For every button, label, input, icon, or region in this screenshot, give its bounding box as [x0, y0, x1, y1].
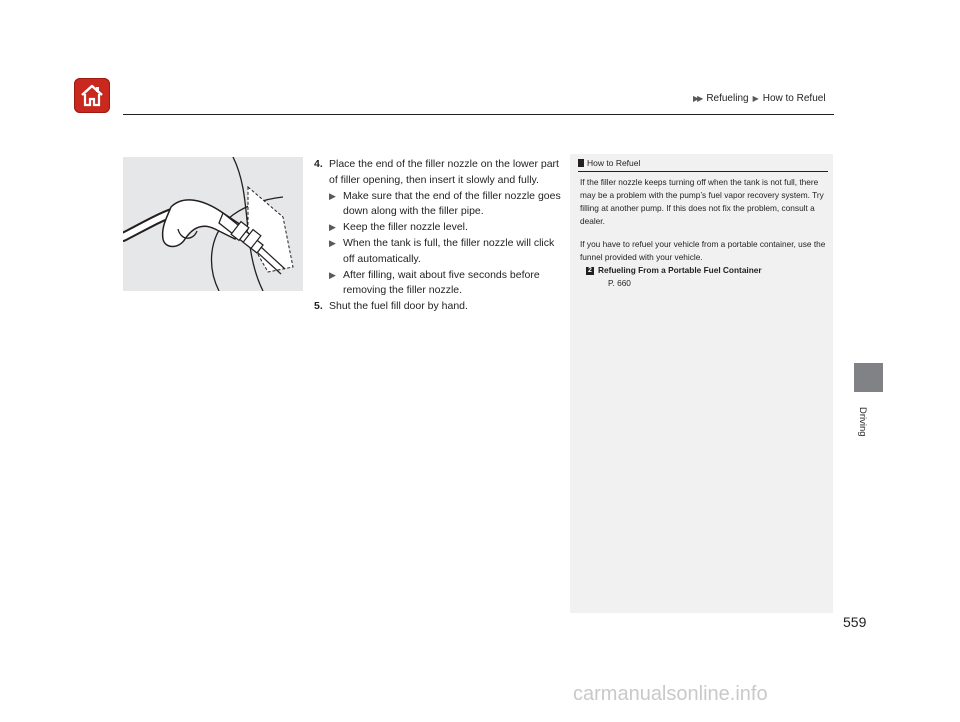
note-body	[580, 176, 828, 290]
note-panel	[570, 154, 833, 613]
step-bullet	[329, 268, 564, 300]
refueling-nozzle-illustration	[123, 157, 303, 291]
page-number: 559	[843, 614, 867, 630]
xref-page[interactable]: P. 660	[608, 278, 631, 288]
triangle-right-icon: ▶	[329, 269, 336, 280]
note-title	[578, 158, 640, 168]
step-text: Shut the fuel fill door by hand.	[329, 300, 468, 313]
bullet-text: When the tank is full, the filler nozzle will click off automatically.	[343, 236, 555, 265]
step-5	[314, 299, 564, 315]
section-label: Driving	[857, 407, 868, 437]
section-tab[interactable]	[854, 363, 883, 392]
step-number: 4.	[314, 158, 323, 170]
triangle-right-icon: ▶	[752, 94, 759, 103]
step-4	[314, 157, 564, 299]
breadcrumb	[693, 93, 826, 104]
header-divider	[123, 114, 834, 115]
breadcrumb-page[interactable]: How to Refuel	[762, 93, 826, 104]
note-marker-icon	[578, 159, 584, 167]
step-number: 5.	[314, 300, 323, 313]
step-bullet	[329, 236, 564, 268]
home-button[interactable]	[74, 78, 110, 113]
note-title-text: How to Refuel	[587, 158, 641, 168]
triangle-right-icon: ▶	[329, 190, 336, 201]
bullet-text: After filling, wait about five seconds before removing the filler nozzle.	[343, 268, 540, 297]
xref-label: Refueling From a Portable Fuel Container	[598, 265, 762, 275]
triangle-right-icon: ▶▶	[693, 94, 702, 103]
home-icon	[79, 83, 105, 108]
note-paragraph: If you have to refuel your vehicle from a portable container, use the funnel provided with your vehicle.	[580, 239, 826, 262]
step-bullet	[329, 220, 564, 236]
note-paragraph: If the filler nozzle keeps turning off when the tank is not full, there may be a problem with the pump’s fuel vapor recovery system. Try filling at another pump. If this does not fix the problem, consult a dealer.	[580, 177, 824, 226]
breadcrumb-section[interactable]: Refueling	[706, 93, 749, 104]
bullet-text: Make sure that the end of the filler nozzle goes down along with the filler pipe.	[343, 189, 561, 218]
note-divider	[578, 171, 828, 172]
triangle-right-icon: ▶	[329, 237, 336, 248]
triangle-right-icon: ▶	[329, 222, 336, 233]
cross-reference-link[interactable]	[580, 264, 828, 277]
step-bullet	[329, 189, 564, 221]
cross-reference-icon: 2	[586, 267, 594, 275]
refuel-steps	[314, 157, 564, 315]
step-text: Place the end of the filler nozzle on the lower part of filler opening, then insert it slowly and fully.	[329, 158, 559, 186]
bullet-text: Keep the filler nozzle level.	[343, 221, 468, 234]
watermark: carmanualsonline.info	[573, 683, 768, 705]
